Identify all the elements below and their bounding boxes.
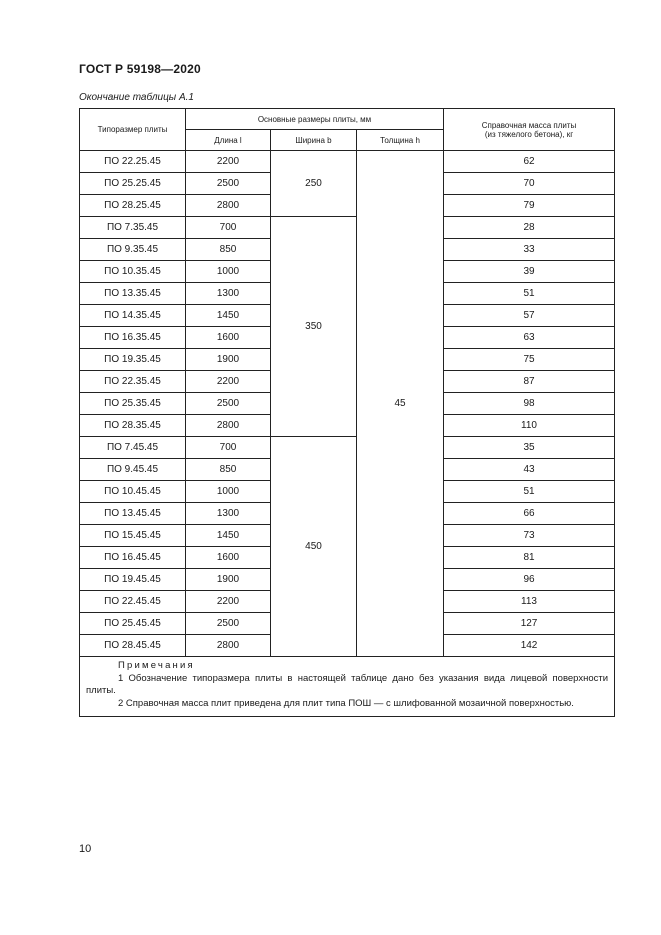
- cell-mass: 28: [444, 217, 615, 239]
- cell-length: 1900: [186, 569, 271, 591]
- cell-type: ПО 25.45.45: [80, 613, 186, 635]
- cell-length: 2800: [186, 195, 271, 217]
- note-item: 1 Обозначение типоразмера плиты в настоящей таблице дано без указания вида лицевой поверхности плиты.: [86, 672, 609, 696]
- cell-mass: 70: [444, 173, 615, 195]
- cell-length: 1000: [186, 261, 271, 283]
- header-mass: [444, 109, 615, 151]
- cell-type: ПО 28.25.45: [80, 195, 186, 217]
- cell-mass: 57: [444, 305, 615, 327]
- cell-mass: 66: [444, 503, 615, 525]
- cell-mass: 73: [444, 525, 615, 547]
- cell-mass: 62: [444, 151, 615, 173]
- cell-length: 1000: [186, 481, 271, 503]
- cell-length: 1600: [186, 547, 271, 569]
- cell-mass: 35: [444, 437, 615, 459]
- cell-type: ПО 7.35.45: [80, 217, 186, 239]
- cell-mass: 142: [444, 635, 615, 657]
- cell-type: ПО 9.45.45: [80, 459, 186, 481]
- cell-width: 350: [271, 217, 357, 437]
- notes-title: Примечания: [118, 660, 195, 671]
- header-mass-line2: (из тяжелого бетона), кг: [484, 129, 574, 139]
- cell-length: 2800: [186, 415, 271, 437]
- cell-length: 1450: [186, 305, 271, 327]
- cell-type: ПО 9.35.45: [80, 239, 186, 261]
- note-item: 2 Справочная масса плит приведена для плит типа ПОШ — с шлифованной мозаичной поверхностью.: [118, 697, 574, 709]
- cell-mass: 75: [444, 349, 615, 371]
- cell-mass: 127: [444, 613, 615, 635]
- header-thickness: Толщина h: [357, 130, 444, 151]
- cell-type: ПО 22.45.45: [80, 591, 186, 613]
- cell-type: ПО 14.35.45: [80, 305, 186, 327]
- cell-length: 2500: [186, 393, 271, 415]
- header-dimensions-group: Основные размеры плиты, мм: [186, 109, 444, 130]
- cell-length: 700: [186, 437, 271, 459]
- cell-mass: 110: [444, 415, 615, 437]
- cell-width: 450: [271, 437, 357, 657]
- cell-type: ПО 22.35.45: [80, 371, 186, 393]
- cell-length: 1300: [186, 503, 271, 525]
- cell-mass: 33: [444, 239, 615, 261]
- cell-length: 1300: [186, 283, 271, 305]
- cell-type: ПО 28.35.45: [80, 415, 186, 437]
- page-number: 10: [79, 843, 92, 855]
- cell-length: 2500: [186, 173, 271, 195]
- cell-type: ПО 25.25.45: [80, 173, 186, 195]
- cell-mass: 39: [444, 261, 615, 283]
- cell-type: ПО 13.45.45: [80, 503, 186, 525]
- document-code: ГОСТ Р 59198—2020: [79, 62, 201, 76]
- cell-type: ПО 10.35.45: [80, 261, 186, 283]
- cell-mass: 87: [444, 371, 615, 393]
- header-mass-line1: Справочная масса плиты: [481, 120, 577, 130]
- cell-type: ПО 10.45.45: [80, 481, 186, 503]
- cell-length: 1600: [186, 327, 271, 349]
- cell-type: ПО 25.35.45: [80, 393, 186, 415]
- cell-type: ПО 19.45.45: [80, 569, 186, 591]
- table-row: [80, 151, 615, 173]
- cell-mass: 113: [444, 591, 615, 613]
- cell-thickness: 45: [357, 151, 444, 657]
- cell-mass: 43: [444, 459, 615, 481]
- cell-mass: 96: [444, 569, 615, 591]
- table-caption: Окончание таблицы А.1: [79, 92, 194, 103]
- cell-length: 2200: [186, 591, 271, 613]
- cell-mass: 51: [444, 283, 615, 305]
- cell-type: ПО 13.35.45: [80, 283, 186, 305]
- cell-type: ПО 28.45.45: [80, 635, 186, 657]
- cell-type: ПО 16.45.45: [80, 547, 186, 569]
- dimensions-table: [79, 108, 615, 717]
- cell-type: ПО 22.25.45: [80, 151, 186, 173]
- header-type: Типоразмер плиты: [80, 109, 186, 151]
- cell-type: ПО 15.45.45: [80, 525, 186, 547]
- notes-block: [80, 657, 615, 717]
- cell-length: 1450: [186, 525, 271, 547]
- header-width: Ширина b: [271, 130, 357, 151]
- table-row: [80, 437, 615, 459]
- cell-type: ПО 16.35.45: [80, 327, 186, 349]
- cell-type: ПО 7.45.45: [80, 437, 186, 459]
- table-body: [80, 151, 615, 657]
- cell-length: 2500: [186, 613, 271, 635]
- table-row: [80, 217, 615, 239]
- cell-length: 2800: [186, 635, 271, 657]
- cell-length: 700: [186, 217, 271, 239]
- cell-length: 850: [186, 239, 271, 261]
- cell-type: ПО 19.35.45: [80, 349, 186, 371]
- cell-mass: 63: [444, 327, 615, 349]
- header-length: Длина l: [186, 130, 271, 151]
- cell-length: 1900: [186, 349, 271, 371]
- cell-mass: 51: [444, 481, 615, 503]
- cell-length: 2200: [186, 371, 271, 393]
- cell-mass: 79: [444, 195, 615, 217]
- cell-length: 850: [186, 459, 271, 481]
- cell-length: 2200: [186, 151, 271, 173]
- cell-width: 250: [271, 151, 357, 217]
- cell-mass: 98: [444, 393, 615, 415]
- cell-mass: 81: [444, 547, 615, 569]
